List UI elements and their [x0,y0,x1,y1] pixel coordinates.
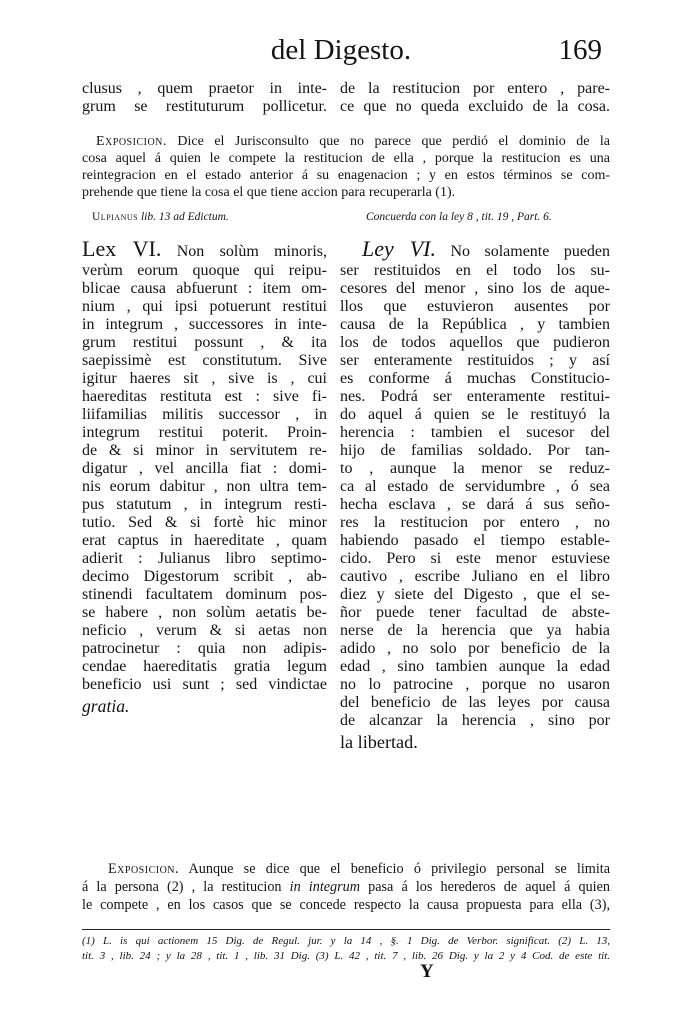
exposicion-label: Exposicion. [108,861,180,877]
text-line: diez y siete del Digesto , que el se- [340,586,610,603]
text-line: edad , sino tambien aunque la edad [340,658,610,675]
page-number: 169 [558,34,602,66]
text-line: de la restitucion por entero , pare- [340,80,610,97]
text-line: hijo de familias soldado. Por tan- [340,442,610,459]
text-line: reintegracion en el estado anterior á su enagenacion ; y en estos términos se com- [82,168,610,183]
footnote-divider [82,929,610,930]
law-heading: Ley VI. [362,236,436,261]
text-line: cesores del menor , sino los de aque- [340,280,610,297]
text-line: liifamilias militis successor , in [82,406,327,423]
text-line: verùm eorum quoque qui reipu- [82,262,327,279]
text-line: le compete , en los casos que se concede respecto la causa propuesta para ella (3), [82,897,610,913]
text-line: del beneficio de las leyes por causa [340,694,610,711]
text-line: ñor puede tener facultad de abste- [340,604,610,621]
text-line: igitur haeres sit , sive is , cui [82,370,327,387]
footnote-line: (1) L. is qui actionem 15 Dig. de Regul. jur. y la 14 , §. 1 Dig. de Verbor. significat. (2) L. 13, [82,935,610,947]
author-name: Ulpianus [92,211,139,223]
text-line: ce que no queda excluido de la cosa. [340,98,610,115]
text-line: hecha esclava , se dará á sus seño- [340,496,610,513]
text-line: clusus , quem praetor in inte- [82,80,327,97]
text-line: no lo patrocine , porque no usaron [340,676,610,693]
footnote-line: tit. 3 , lib. 24 ; y la 28 , tit. 1 , lib. 31 Dig. (3) L. 42 , tit. 7 , lib. 26 Dig. y la 2 y 4 Cod. de este tit. [82,950,610,962]
source-attribution [92,211,229,223]
text-line: adido , no solo por beneficio de la [340,640,610,657]
text-line: de & si minor in servitutem re- [82,442,327,459]
text-line: do aquel á quien se le restituyó la [340,406,610,423]
latin-continuation [82,80,327,116]
text-line: integrum restitui poterit. Proin- [82,424,327,441]
text-line: res la restitucion por entero , no [340,514,610,531]
footnotes [82,934,610,964]
running-header: del Digesto. [270,34,412,66]
source-work: lib. 13 ad Edictum. [140,211,229,223]
text-line: nerse de la herencia que ya habia [340,622,610,639]
text-line: stinendi facultatem dominum pos- [82,586,327,603]
text-line: de alcanzar la herencia , sino por [340,712,610,729]
text-line: la libertad. [340,732,418,752]
text-line: causa de la República , y tambien [340,316,610,333]
text-line: nium , qui ipsi potuerunt restitui [82,298,327,315]
text-line: cendae haereditatis gratia legum [82,658,327,675]
signature-mark: Y [420,961,434,982]
text-line: blicae causa abfuerunt : item om- [82,280,327,297]
spanish-continuation [340,80,610,116]
text-line: nis eorum dabitur , non ultra tem- [82,478,327,495]
text-line: cautivo , escribe Juliano en el libro [340,568,610,585]
text-line: adierit : Julianus libro septimo- [82,550,327,567]
text-line: in integrum , successores in inte- [82,316,327,333]
text-line: herencia : tambien el sucesor del [340,424,610,441]
text-line: cosa aquel á quien le compete la restitucion de ella , porque la restitucion es una [82,151,610,166]
text-line: es conforme á muchas Constitucio- [340,370,610,387]
text-line: cido. Pero si este menor estuviese [340,550,610,567]
text-line: decimo Digestorum scribit , ab- [82,568,327,585]
text-line: haereditas restituta est : sive fi- [82,388,327,405]
concordance-note: Concuerda con la ley 8 , tit. 19 , Part. 6. [366,211,552,223]
text-line: neficio , verum & si aetas non [82,622,327,639]
law-heading: Lex VI. [82,236,162,261]
exposicion-paragraph [82,133,610,201]
text-line: tutio. Sed & si fortè hic minor [82,514,327,531]
text-line: Exposicion. Dice el Jurisconsulto que no parece que perdió el dominio de la [96,134,610,149]
text-line: grum se restituturum pollicetur. [82,98,327,115]
text-line: prehende que tiene la cosa el que tiene accion para recuperarla (1). [82,185,456,200]
text-line: Exposicion. Aunque se dice que el beneficio ó privilegio personal se limita [108,861,611,877]
text-line: ser enteramente restituidos ; y así [340,352,610,369]
text-line: ser restituidos en el todo los su- [340,262,610,279]
spanish-law-text [340,236,610,754]
text-line: gratia. [82,696,130,716]
text-line: to , aunque la menor se reduz- [340,460,610,477]
text-line: beneficio usi sunt ; sed vindictae [82,676,327,693]
text-line: á la persona (2) , la restitucion in integrum pasa á los herederos de aquel á quien [82,879,611,895]
text-line: digatur , vel ancilla fiat : domi- [82,460,327,477]
text-line: erat captus in haereditate , quam [82,532,327,549]
text-line: se habere , non solùm aetatis be- [82,604,327,621]
text-line: Lex VI. Non solùm minoris, [82,236,327,261]
text-line: patrocinetur : quia non adipis- [82,640,327,657]
text-line: los de todos aquellos que pudieron [340,334,610,351]
exposicion-paragraph [82,860,610,914]
text-line: pus statutum , in integrum resti- [82,496,327,513]
text-line: grum restitui possunt , & ita [82,334,327,351]
exposicion-label: Exposicion. [96,134,167,149]
text-line: nes. Podrá ser enteramente restitui- [340,388,610,405]
text-line: Ley VI. No solamente pueden [362,236,611,261]
text-line: saepissimè est constitutum. Sive [82,352,327,369]
text-line: habiendo pasado el tiempo estable- [340,532,610,549]
latin-law-text [82,236,327,718]
text-line: llos que estuvieron ausentes por [340,298,610,315]
text-line: ca al estado de servidumbre , ó sea [340,478,610,495]
